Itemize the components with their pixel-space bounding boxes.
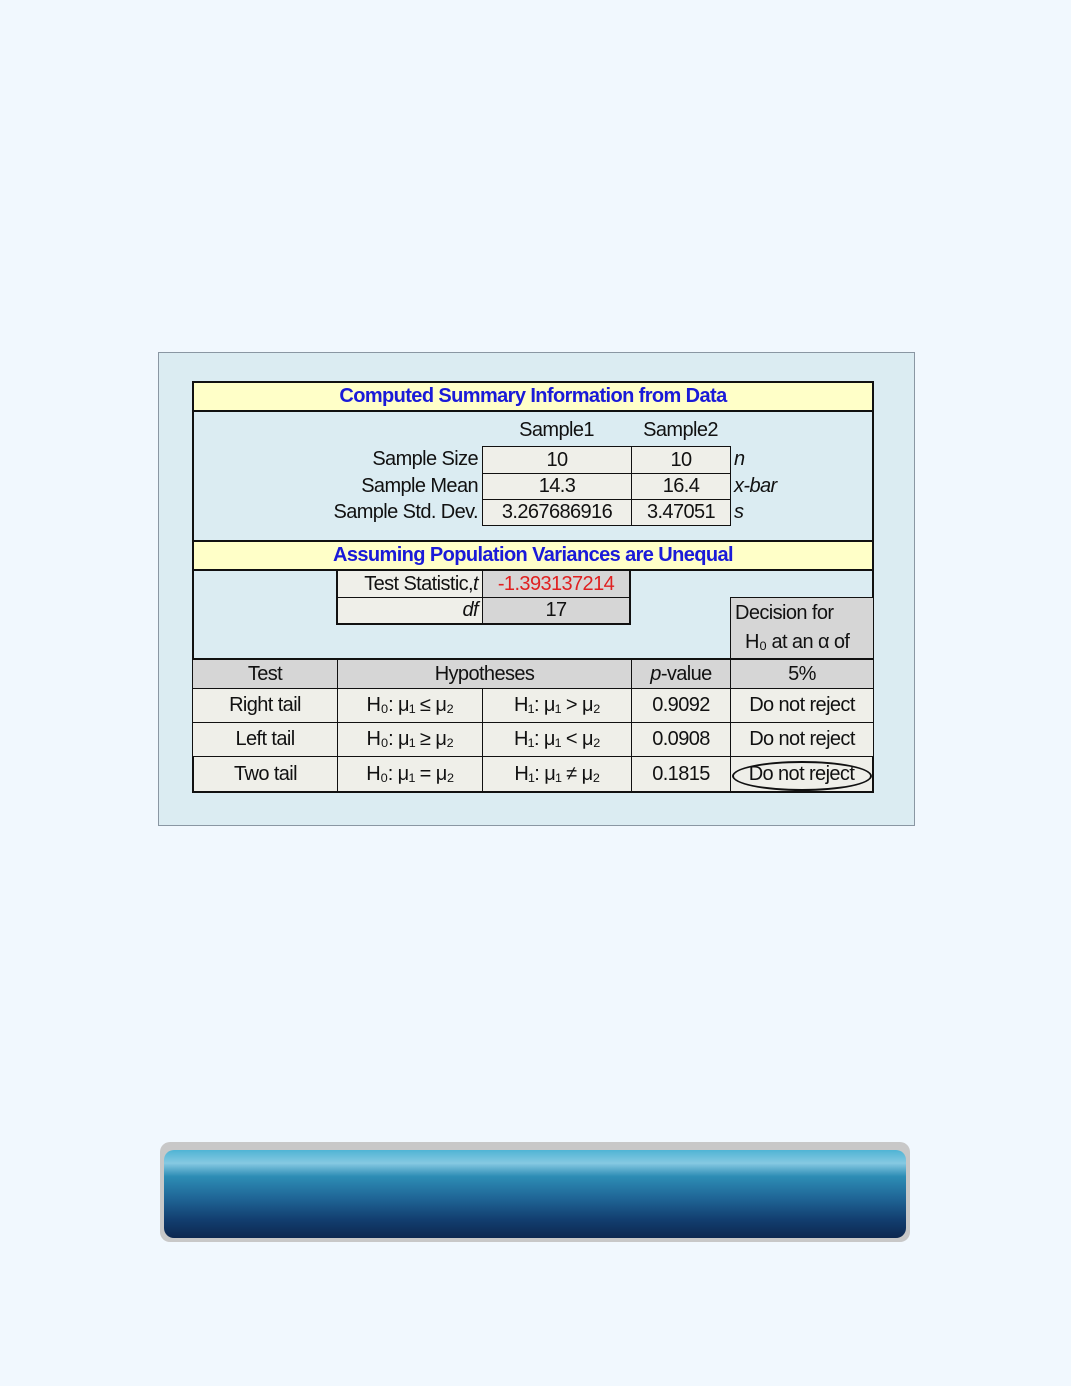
null-hypothesis: H₀: μ₁ = μ₂ bbox=[337, 756, 483, 793]
sample-mean-s2: 16.4 bbox=[631, 473, 731, 500]
decision-header bbox=[730, 597, 874, 659]
header-hypotheses: Hypotheses bbox=[337, 658, 632, 689]
null-hypothesis: H₀: μ₁ ≤ μ₂ bbox=[337, 688, 483, 723]
decorative-banner-bar bbox=[160, 1142, 910, 1242]
sample2-header: Sample2 bbox=[643, 418, 718, 441]
p-value: 0.1815 bbox=[631, 756, 731, 793]
null-hypothesis: H₀: μ₁ ≥ μ₂ bbox=[337, 722, 483, 757]
p-value: 0.9092 bbox=[631, 688, 731, 723]
decision: Do not reject bbox=[730, 722, 874, 757]
unequal-title: Assuming Population Variances are Unequal bbox=[192, 540, 874, 571]
banner-gradient bbox=[164, 1150, 906, 1238]
header-test: Test bbox=[192, 658, 338, 689]
sample-size-s1: 10 bbox=[482, 446, 632, 474]
test-stat-value: -1.393137214 bbox=[482, 570, 631, 598]
p-value: 0.0908 bbox=[631, 722, 731, 757]
highlight-oval bbox=[732, 761, 872, 791]
p-italic: p bbox=[650, 662, 661, 685]
sample-size-symbol: n bbox=[734, 448, 745, 470]
alt-hypothesis: H₁: μ₁ < μ₂ bbox=[482, 722, 632, 757]
sample-sd-s2: 3.47051 bbox=[631, 499, 731, 526]
sample1-header: Sample1 bbox=[519, 418, 594, 441]
header-p-value bbox=[631, 658, 731, 689]
alt-hypothesis: H₁: μ₁ ≠ μ₂ bbox=[482, 756, 632, 793]
test-stat-label bbox=[336, 570, 483, 598]
test-stat-text: Test Statistic, bbox=[364, 572, 474, 595]
df-label: df bbox=[336, 597, 483, 625]
sample-mean-s1: 14.3 bbox=[482, 473, 632, 500]
header-alpha: 5% bbox=[730, 658, 874, 689]
sample-sd-symbol: s bbox=[734, 500, 744, 523]
test-type: Two tail bbox=[192, 756, 338, 793]
decision: Do not reject bbox=[730, 688, 874, 723]
test-stat-symbol: t bbox=[473, 572, 478, 595]
test-type: Right tail bbox=[192, 688, 338, 723]
alt-hypothesis: H₁: μ₁ > μ₂ bbox=[482, 688, 632, 723]
decision: Do not reject bbox=[730, 756, 874, 793]
sample-size-label: Sample Size bbox=[372, 448, 478, 470]
sample-sd-label: Sample Std. Dev. bbox=[333, 500, 478, 523]
sample-mean-label: Sample Mean bbox=[361, 474, 478, 497]
sample-mean-symbol: x-bar bbox=[734, 474, 777, 497]
decision-line1: Decision for bbox=[735, 602, 834, 624]
decision-line2: H₀ at an α of bbox=[745, 631, 850, 653]
sample-size-s2: 10 bbox=[631, 446, 731, 474]
summary-title: Computed Summary Information from Data bbox=[192, 381, 874, 412]
df-value: 17 bbox=[482, 597, 631, 625]
test-type: Left tail bbox=[192, 722, 338, 757]
sample-sd-s1: 3.267686916 bbox=[482, 499, 632, 526]
p-rest: -value bbox=[660, 662, 712, 685]
